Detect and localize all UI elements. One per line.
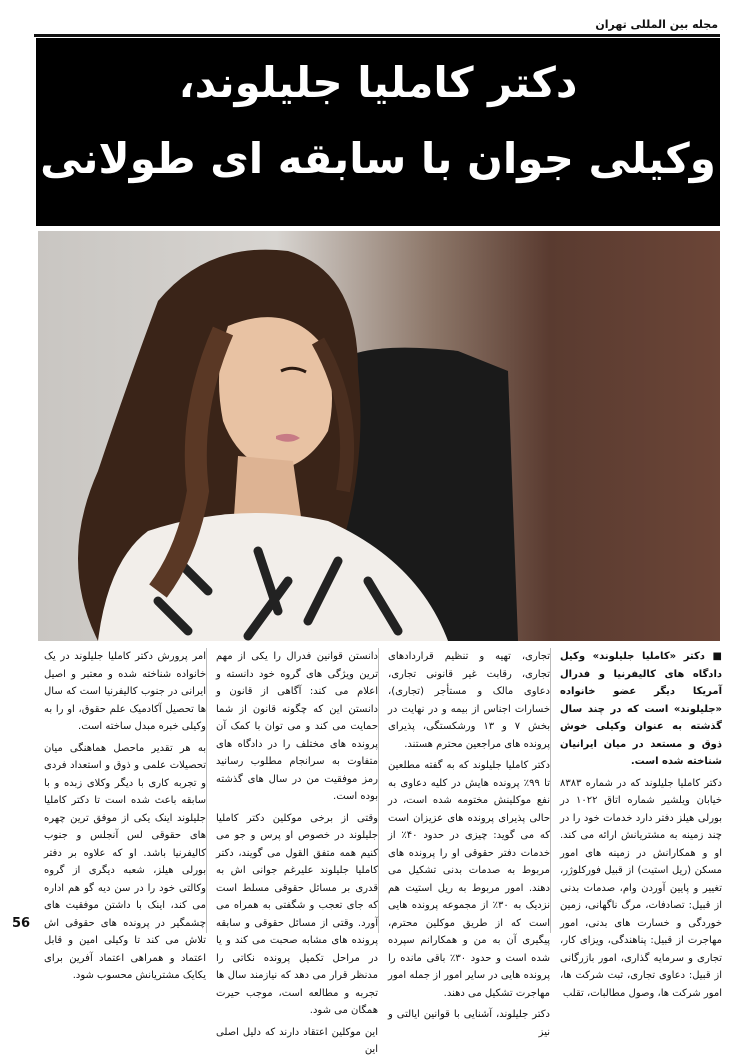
- article-column-3: [216, 648, 378, 1059]
- article-paragraph: دانستن قوانین فدرال را یکی از مهم ترین ویژگی های گروه خود دانسته و اعلام می کند: آگاهی از قانون و دانستن این که چگونه قانون از شما حمایت می کند و می توان با کمک آن پرونده های مختلف را در دادگاه های متفاوت به سرانجام مطلوب رسانید رمز موفقیت من در سال های گذشته بوده است.: [216, 651, 378, 802]
- article-title-line-2: وکیلی جوان با سابقه ای طولانی: [40, 134, 716, 183]
- article-paragraph: تجاری، تهیه و تنظیم قراردادهای تجاری، رقابت غیر قانونی تجاری، دعاوی مالک و مستأجر (تجاری)، خسارات اجناس از بیمه و در نهایت در بخش ۷ و ۱۳ ورشکستگی، پذیرای پرونده های مراجعین محترم هستند.: [388, 651, 551, 750]
- article-paragraph: وقتی از برخی موکلین دکتر کاملیا جلیلوند در خصوص او پرس و جو می کنیم همه متفق القول می گویند، دکتر کاملیا جلیلوند علیرغم جوانی اش به قدری بر مسائل حقوقی مسلط است که جای تعجب و شگفتی به همراه می آورد. وقتی از مسائل حقوقی و سابقه پرونده های مشابه صحبت می کند و یا در مراحل تکمیل پرونده نکاتی را مدنظر قرار می دهد که نیازمند سال ها تجربه و مطالعه است، موجب حیرت همگان می شود.: [216, 812, 378, 1016]
- page-number: 56: [12, 916, 31, 931]
- article-lead: ■ دکتر «کاملیا جلیلوند» وکیل دادگاه های کالیفرنیا و فدرال آمریکا دیگر عضو خانواده «جلیلوند» است که در چند سال گذشته به عنوان وکیلی خوش ذوق و مستعد در میان ایرانیان شناخته شده است.: [560, 651, 722, 767]
- magazine-header: [34, 10, 720, 37]
- article-paragraph: به هر تقدیر ماحصل هماهنگی میان تحصیلات علمی و ذوق و استعداد فردی و تجربه کاری با دیگر وکلای زبده و با سابقه باعث شده است تا دکتر کاملیا جلیلوند اینک یکی از موفق ترین چهره های حقوقی لس آنجلس و جنوب کالیفرنیا باشد. او که علاوه بر دفتر بورلی هیلز، شعبه دیگری از گروه وکالتی خود را در سن دیه گو هم اداره می کند، اینک با داشتن موفقیت های چشمگیر در پرونده های حقوقی اش تلاش می کند تا وکیلی امین و قابل اعتماد و همراهی اعتماد آفرین برای یکایک مشتریانش محسوب شود.: [44, 742, 206, 981]
- article-column-4: [44, 648, 206, 985]
- article-paragraph: دکتر جلیلوند، آشنایی با قوانین ایالتی و نیز: [388, 1009, 550, 1038]
- portrait-illustration: [38, 231, 720, 641]
- article-column-2: [388, 648, 550, 1041]
- magazine-name: مجله بین المللی تهران: [595, 18, 718, 31]
- article-body: [36, 648, 722, 1055]
- article-column-1: [560, 648, 722, 1002]
- article-paragraph: این موکلین اعتقاد دارند که دلیل اصلی این: [216, 1026, 378, 1055]
- portrait-photo: [38, 231, 720, 641]
- article-paragraph: امر پرورش دکتر کاملیا جلیلوند در یک خانواده شناخته شده و معتبر و اصیل ایرانی در جنوب کالیفرنیا است که سال ها تحصیل آکادمیک علم حقوق، او را به وکیلی خبره مبدل ساخته است.: [44, 651, 206, 732]
- article-title-box: [36, 38, 720, 226]
- article-paragraph: دکتر کاملیا جلیلوند که در شماره ۸۳۸۳ خیابان ویلشیر شماره اتاق ۱۰۲۲ در بورلی هیلز دفتر دارد خدمات خود را در چند زمینه به مشتریانش ارائه می کند. او و همکارانش در زمینه های امور مسکن (ریل استیت) از قبیل فورکلوژر، تغییر و پایین آوردن وام، صدمات بدنی از قبیل: تصادفات، مرگ ناگهانی، زمین خوردگی و خسارت های بدنی، امور مهاجرت از قبیل: پناهندگی، ویزای کار، تجاری و سرمایه گذاری، امور بازرگانی از قبیل: دعاوی تجاری، ثبت شرکت ها، امور شرکت ها، وصول مطالبات، تقلب: [560, 777, 722, 999]
- article-paragraph: دکتر کاملیا جلیلوند که به گفته مطلعین تا ۹۹٪ پرونده هایش در کلیه دعاوی به نفع موکلینش مختومه شده است، در حالی پذیرای پرونده های عزیزان است که می گوید: چیزی در حدود ۴۰٪ از خدمات دفتر حقوقی او را پرونده های مربوط به صدمات بدنی تشکیل می دهند. امور مربوط به ریل استیت هم نزدیک به ۳۰٪ از مجموعه پرونده هایی است که از طریق موکلین محترم، پیگیری آن به من و همکارانم سپرده شده است و حدود ۳۰٪ باقی مانده را پرونده هایی در سایر امور از جمله امور مهاجرت تشکیل می دهند.: [388, 760, 550, 999]
- article-title-line-1: دکتر کاملیا جلیلوند،: [178, 58, 578, 107]
